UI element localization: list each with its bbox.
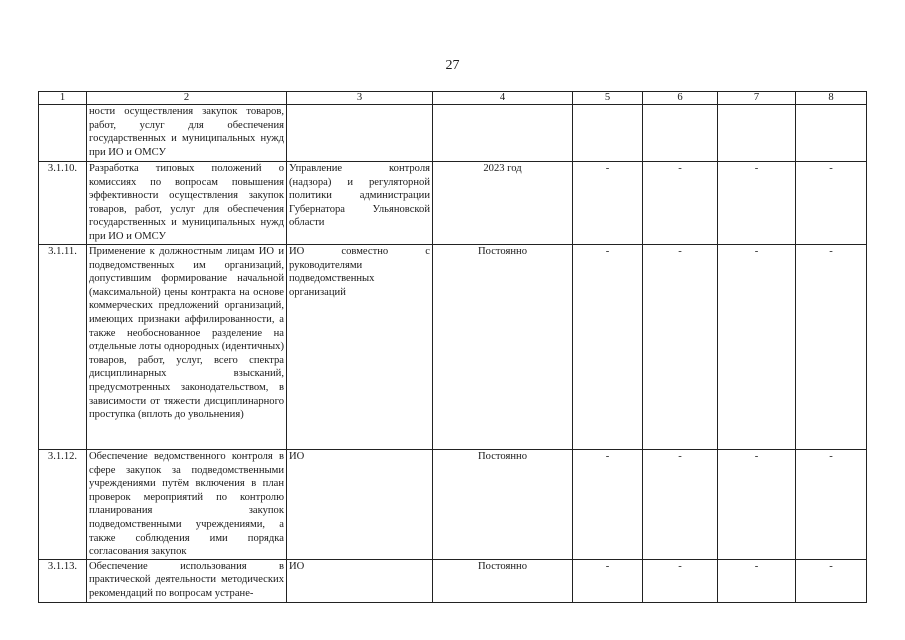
row-number — [39, 105, 87, 162]
executor-text: ИО — [287, 450, 433, 560]
term-text — [433, 105, 573, 162]
header-row — [39, 92, 867, 105]
term-text: Постоянно — [433, 559, 573, 602]
cell-5: - — [573, 559, 643, 602]
cell-6: - — [643, 559, 718, 602]
col-header-2: 2 — [87, 92, 287, 105]
cell-7: - — [718, 450, 796, 560]
measures-table — [38, 91, 867, 603]
cell-8: - — [796, 162, 867, 245]
executor-text: Управление контроля (надзора) и регуляторной политики администрации Губернатора Ульяновской области — [287, 162, 433, 245]
cell-5: - — [573, 450, 643, 560]
row-number: 3.1.13. — [39, 559, 87, 602]
cell-8: - — [796, 450, 867, 560]
row-number: 3.1.11. — [39, 245, 87, 450]
table-row — [39, 559, 867, 602]
measure-text: Разработка типовых положений о комиссиях по вопросам повышения эффективности осуществления закупок товаров, работ, услуг для обеспечения государственных и муниципальных нужд при ИО и ОМСУ — [87, 162, 287, 245]
table-row — [39, 105, 867, 162]
col-header-4: 4 — [433, 92, 573, 105]
table-row — [39, 450, 867, 560]
col-header-6: 6 — [643, 92, 718, 105]
row-number: 3.1.12. — [39, 450, 87, 560]
term-text: Постоянно — [433, 450, 573, 560]
col-header-8: 8 — [796, 92, 867, 105]
cell-7: - — [718, 559, 796, 602]
row-number: 3.1.10. — [39, 162, 87, 245]
executor-text: ИО совместно с руководителями подведомственных организаций — [287, 245, 433, 450]
measure-text: Обеспечение ведомственного контроля в сфере закупок за подведомственными учреждениями путём включения в план проверок мероприятий по контролю планирования закупок подведомственными учреждениями, а также соблюдения ими порядка согласования закупок — [87, 450, 287, 560]
page-number: 27 — [445, 58, 460, 73]
cell-5 — [573, 105, 643, 162]
col-header-3: 3 — [287, 92, 433, 105]
cell-8 — [796, 105, 867, 162]
col-header-1: 1 — [39, 92, 87, 105]
cell-6: - — [643, 450, 718, 560]
executor-text — [287, 105, 433, 162]
term-text: 2023 год — [433, 162, 573, 245]
cell-8: - — [796, 559, 867, 602]
table-row — [39, 245, 867, 450]
table-row — [39, 162, 867, 245]
cell-5: - — [573, 162, 643, 245]
col-header-7: 7 — [718, 92, 796, 105]
cell-7: - — [718, 245, 796, 450]
cell-5: - — [573, 245, 643, 450]
cell-6: - — [643, 162, 718, 245]
measure-text: ности осуществления закупок товаров, работ, услуг для обеспечения государственных и муниципальных нужд при ИО и ОМСУ — [87, 105, 287, 162]
cell-6: - — [643, 245, 718, 450]
measure-text: Применение к должностным лицам ИО и подведомственных им организаций, допустившим формирование начальной (максимальной) цены контракта на основе коммерческих предложений организаций, имеющих признаки аффилированности, а также необоснованное разделение на отдельные лоты однородных (идентичных) товаров, работ, услуг, всего спектра дисциплинарных взысканий, предусмотренных законодательством, в зависимости от тяжести дисциплинарного проступка (вплоть до увольнения) — [87, 245, 287, 450]
cell-6 — [643, 105, 718, 162]
executor-text: ИО — [287, 559, 433, 602]
measure-text: Обеспечение использования в практической деятельности методических рекомендаций по вопросам устране- — [87, 559, 287, 602]
cell-7 — [718, 105, 796, 162]
cell-7: - — [718, 162, 796, 245]
cell-8: - — [796, 245, 867, 450]
term-text: Постоянно — [433, 245, 573, 450]
col-header-5: 5 — [573, 92, 643, 105]
